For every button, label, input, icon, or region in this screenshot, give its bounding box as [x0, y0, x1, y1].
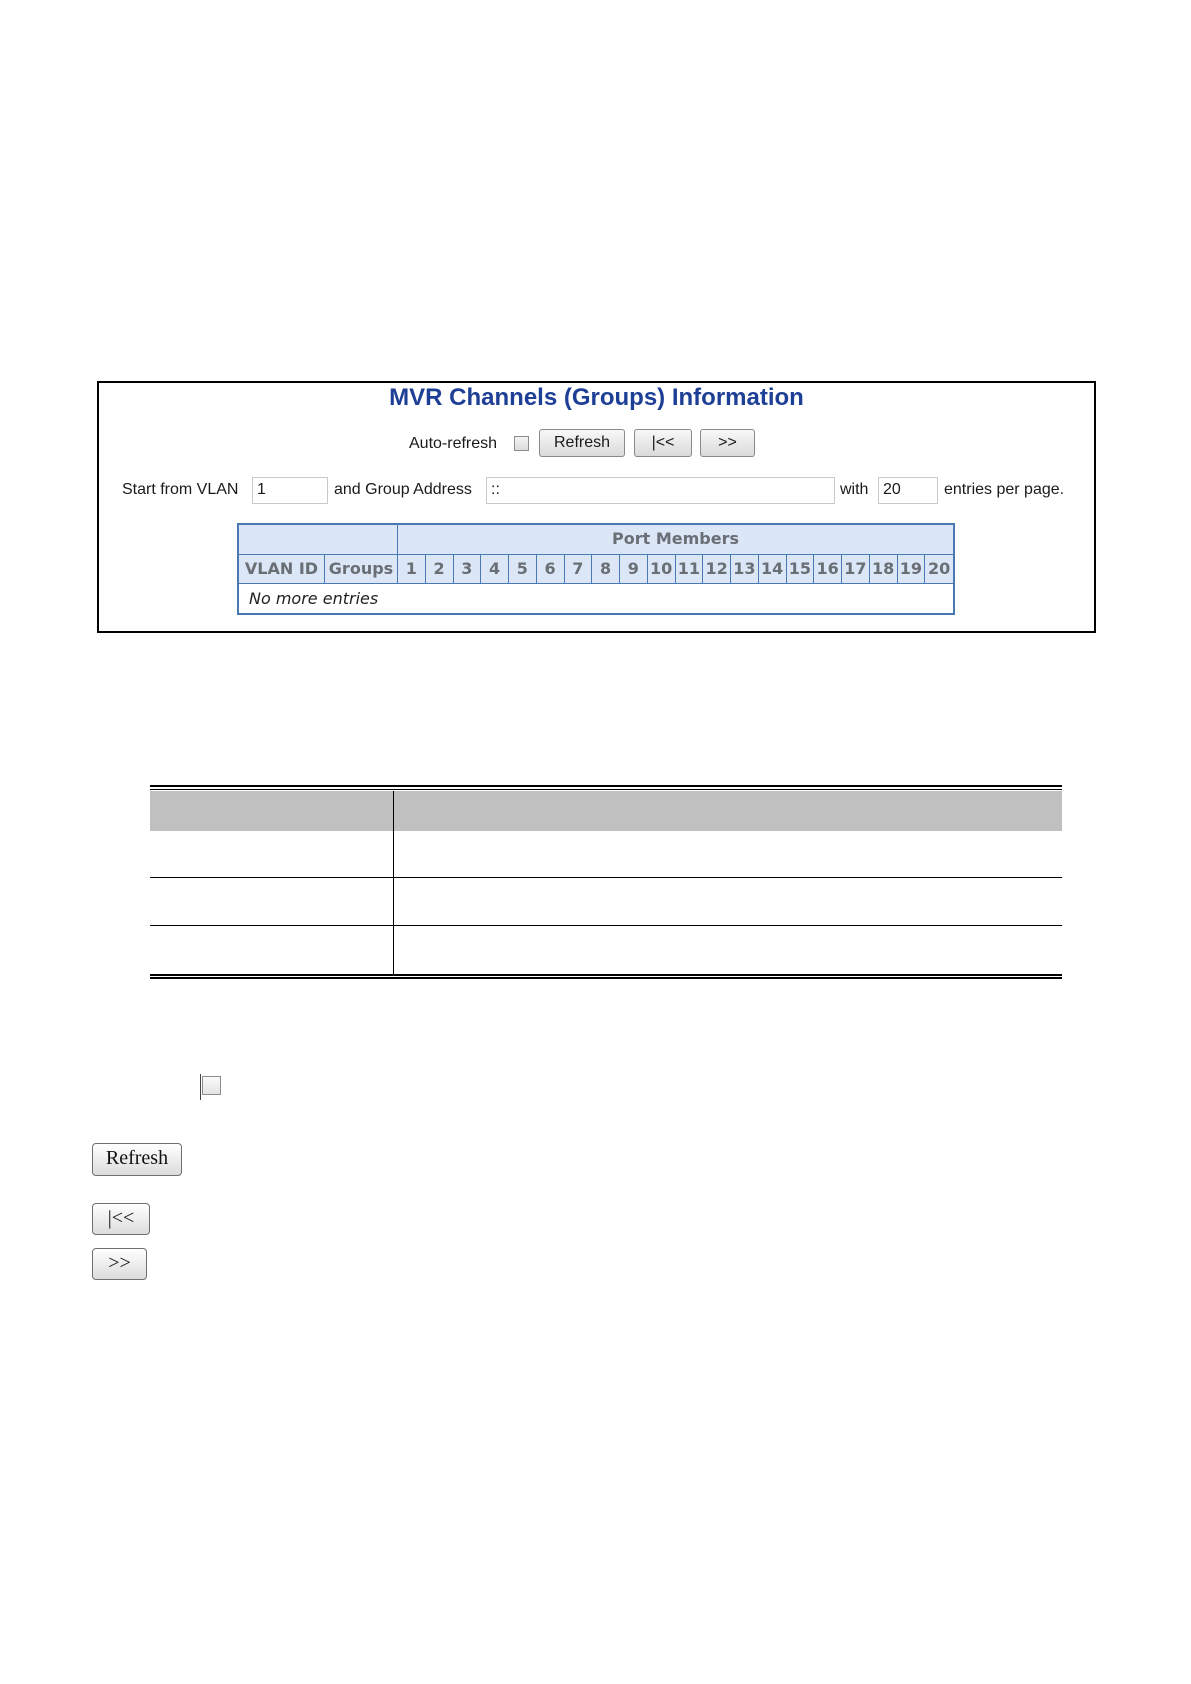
description-table [150, 785, 1062, 980]
start-vlan-input[interactable]: 1 [252, 477, 328, 504]
table-top-rule-inner [150, 789, 1062, 790]
table-bottom-rule [150, 974, 1062, 976]
port-header-18: 18 [870, 555, 898, 583]
port-members-label: Port Members [612, 529, 739, 548]
port-header-11: 11 [676, 555, 704, 583]
first-page-button-legend[interactable]: |<< [92, 1203, 150, 1235]
port-header-20: 20 [927, 559, 951, 578]
port-header-6: 6 [537, 555, 565, 583]
port-members-header [398, 525, 953, 554]
control-row [99, 428, 1094, 458]
auto-refresh-label: Auto-refresh [409, 435, 498, 452]
port-header-17: 17 [842, 555, 870, 583]
header-blank-cell [239, 525, 398, 554]
group-address-input[interactable]: :: [486, 477, 835, 504]
port-header-3: 3 [454, 555, 482, 583]
vlan-id-header: VLAN ID [239, 555, 325, 583]
port-header-8: 8 [592, 555, 620, 583]
port-header-15: 15 [787, 555, 815, 583]
start-vlan-label: Start from VLAN [122, 481, 239, 498]
table-bottom-rule-inner [150, 977, 1062, 979]
port-header-19: 19 [898, 555, 926, 583]
port-header-9: 9 [620, 555, 648, 583]
port-header-7: 7 [565, 555, 593, 583]
checkbox-box [202, 1076, 221, 1095]
group-address-label: and Group Address [334, 481, 472, 498]
with-label: with [840, 481, 869, 498]
port-header-13: 13 [731, 555, 759, 583]
port-header-4: 4 [481, 555, 509, 583]
first-page-button[interactable]: |<< [634, 429, 692, 457]
port-header-14: 14 [759, 555, 787, 583]
entries-per-page-input[interactable]: 20 [878, 477, 938, 504]
port-header-1: 1 [398, 555, 426, 583]
next-page-button[interactable]: >> [700, 429, 755, 457]
port-header-12: 12 [703, 555, 731, 583]
page-title: MVR Channels (Groups) Information [389, 384, 804, 411]
groups-header: Groups [325, 555, 398, 583]
auto-refresh-checkbox-legend[interactable] [200, 1074, 222, 1100]
mvr-screenshot-panel [97, 381, 1096, 633]
port-header-10: 10 [648, 555, 676, 583]
table-header-row-top [239, 525, 953, 555]
table-top-rule [150, 785, 1062, 787]
refresh-button[interactable]: Refresh [539, 429, 625, 457]
description-table-header [150, 791, 1062, 831]
table-row-rule [150, 925, 1062, 926]
empty-table-message: No more entries [249, 589, 379, 608]
next-page-button-legend[interactable]: >> [92, 1248, 147, 1280]
port-header-16: 16 [814, 555, 842, 583]
table-column-divider [393, 791, 394, 974]
refresh-button-legend[interactable]: Refresh [92, 1143, 182, 1176]
table-header-row-ports [239, 555, 953, 584]
table-row-rule [150, 877, 1062, 878]
focus-bar [200, 1074, 201, 1100]
auto-refresh-checkbox[interactable] [514, 436, 529, 451]
port-header-5: 5 [509, 555, 537, 583]
port-header-2: 2 [426, 555, 454, 583]
port-members-table [237, 523, 955, 615]
entries-suffix-label: entries per page. [944, 481, 1065, 498]
filter-row [99, 477, 1094, 507]
